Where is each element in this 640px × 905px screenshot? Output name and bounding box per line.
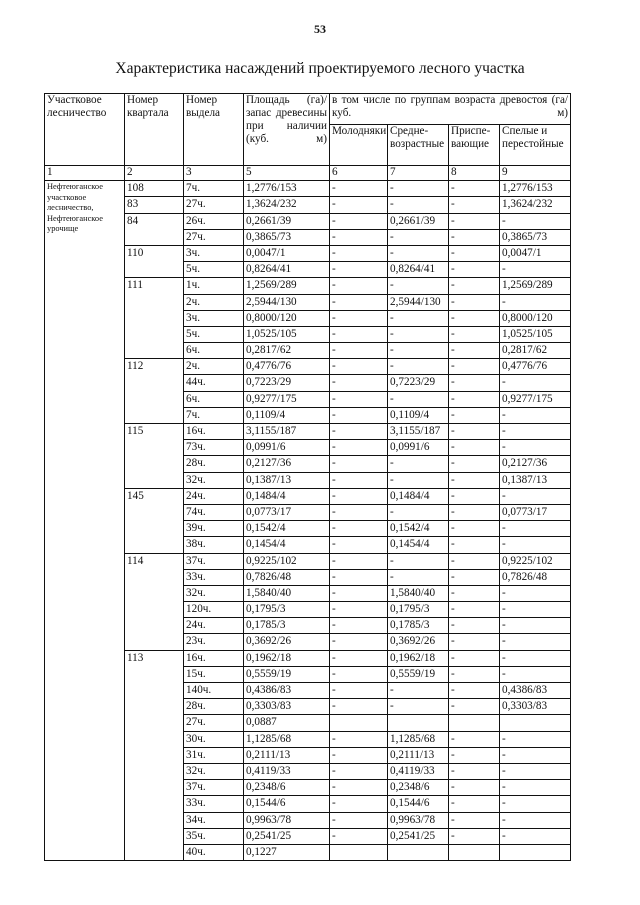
middle-aged-stands: 0,1484/4: [388, 488, 449, 504]
young-stands: -: [330, 488, 388, 504]
maturing-stands: -: [449, 585, 500, 601]
middle-aged-stands: -: [388, 278, 449, 294]
plot-number: 120ч.: [184, 602, 244, 618]
column-number: 8: [449, 166, 500, 181]
middle-aged-stands: [388, 844, 449, 860]
young-stands: -: [330, 213, 388, 229]
area-stock: 0,0887: [244, 715, 330, 731]
mature-stands: -: [500, 828, 571, 844]
plot-number: 24ч.: [184, 618, 244, 634]
area-stock: 0,2817/62: [244, 343, 330, 359]
young-stands: -: [330, 294, 388, 310]
mature-stands: -: [500, 812, 571, 828]
area-stock: 0,9963/78: [244, 812, 330, 828]
middle-aged-stands: 0,5559/19: [388, 666, 449, 682]
middle-aged-stands: -: [388, 699, 449, 715]
young-stands: -: [330, 699, 388, 715]
header-mature: Спелые и перестойные: [500, 125, 571, 166]
middle-aged-stands: 0,1962/18: [388, 650, 449, 666]
middle-aged-stands: 0,1454/4: [388, 537, 449, 553]
young-stands: -: [330, 472, 388, 488]
maturing-stands: -: [449, 424, 500, 440]
young-stands: -: [330, 326, 388, 342]
young-stands: -: [330, 585, 388, 601]
area-stock: 0,2348/6: [244, 780, 330, 796]
maturing-stands: -: [449, 569, 500, 585]
plot-number: 24ч.: [184, 488, 244, 504]
young-stands: -: [330, 650, 388, 666]
mature-stands: -: [500, 796, 571, 812]
maturing-stands: -: [449, 310, 500, 326]
plot-number: 5ч.: [184, 262, 244, 278]
quarter-number: 110: [125, 245, 184, 277]
area-stock: 0,4776/76: [244, 359, 330, 375]
mature-stands: 0,9225/102: [500, 553, 571, 569]
area-stock: 0,0047/1: [244, 245, 330, 261]
column-number-row: [45, 166, 571, 181]
mature-stands: 0,2127/36: [500, 456, 571, 472]
young-stands: -: [330, 391, 388, 407]
area-stock: 0,3865/73: [244, 229, 330, 245]
area-stock: 3,1155/187: [244, 424, 330, 440]
mature-stands: -: [500, 440, 571, 456]
maturing-stands: -: [449, 731, 500, 747]
plot-number: 7ч.: [184, 181, 244, 197]
quarter-number: 83: [125, 197, 184, 213]
area-stock: 0,1109/4: [244, 407, 330, 423]
maturing-stands: -: [449, 245, 500, 261]
quarter-number: 114: [125, 553, 184, 650]
area-stock: 0,8264/41: [244, 262, 330, 278]
maturing-stands: -: [449, 683, 500, 699]
area-stock: 0,7826/48: [244, 569, 330, 585]
mature-stands: 0,0047/1: [500, 245, 571, 261]
middle-aged-stands: 0,3692/26: [388, 634, 449, 650]
mature-stands: -: [500, 424, 571, 440]
mature-stands: -: [500, 488, 571, 504]
plot-number: 39ч.: [184, 521, 244, 537]
area-stock: 0,8000/120: [244, 310, 330, 326]
plot-number: 2ч.: [184, 294, 244, 310]
young-stands: -: [330, 828, 388, 844]
young-stands: -: [330, 262, 388, 278]
mature-stands: -: [500, 780, 571, 796]
page-number: 53: [314, 22, 326, 36]
young-stands: -: [330, 375, 388, 391]
area-stock: 0,3303/83: [244, 699, 330, 715]
middle-aged-stands: -: [388, 326, 449, 342]
maturing-stands: -: [449, 747, 500, 763]
middle-aged-stands: -: [388, 197, 449, 213]
middle-aged-stands: -: [388, 569, 449, 585]
young-stands: -: [330, 343, 388, 359]
quarter-number: 108: [125, 181, 184, 197]
middle-aged-stands: 0,4119/33: [388, 763, 449, 779]
column-number: 5: [244, 166, 330, 181]
mature-stands: 1,3624/232: [500, 197, 571, 213]
area-stock: 2,5944/130: [244, 294, 330, 310]
area-stock: 0,1227: [244, 844, 330, 860]
mature-stands: -: [500, 213, 571, 229]
mature-stands: -: [500, 634, 571, 650]
mature-stands: 0,3303/83: [500, 699, 571, 715]
middle-aged-stands: 0,1785/3: [388, 618, 449, 634]
mature-stands: [500, 844, 571, 860]
plot-number: 3ч.: [184, 245, 244, 261]
mature-stands: -: [500, 262, 571, 278]
young-stands: -: [330, 780, 388, 796]
young-stands: -: [330, 181, 388, 197]
header-row-top: [45, 94, 571, 125]
plot-number: 26ч.: [184, 213, 244, 229]
maturing-stands: -: [449, 213, 500, 229]
maturing-stands: -: [449, 666, 500, 682]
maturing-stands: -: [449, 488, 500, 504]
maturing-stands: -: [449, 699, 500, 715]
area-stock: 0,7223/29: [244, 375, 330, 391]
plot-number: 44ч.: [184, 375, 244, 391]
plot-number: 6ч.: [184, 343, 244, 359]
maturing-stands: -: [449, 634, 500, 650]
plot-number: 32ч.: [184, 472, 244, 488]
young-stands: -: [330, 618, 388, 634]
mature-stands: 1,2776/153: [500, 181, 571, 197]
area-stock: 0,9277/175: [244, 391, 330, 407]
young-stands: -: [330, 537, 388, 553]
header-area: Площадь (га)/запас древесины при наличии (куб. м): [244, 94, 330, 166]
maturing-stands: [449, 844, 500, 860]
maturing-stands: -: [449, 650, 500, 666]
maturing-stands: -: [449, 343, 500, 359]
area-stock: 0,1962/18: [244, 650, 330, 666]
middle-aged-stands: 0,2348/6: [388, 780, 449, 796]
column-number: 7: [388, 166, 449, 181]
mature-stands: -: [500, 602, 571, 618]
area-stock: 0,4386/83: [244, 683, 330, 699]
middle-aged-stands: 2,5944/130: [388, 294, 449, 310]
area-stock: 0,1795/3: [244, 602, 330, 618]
plot-number: 28ч.: [184, 456, 244, 472]
mature-stands: -: [500, 747, 571, 763]
middle-aged-stands: -: [388, 553, 449, 569]
middle-aged-stands: 0,2661/39: [388, 213, 449, 229]
maturing-stands: -: [449, 407, 500, 423]
plot-number: 30ч.: [184, 731, 244, 747]
middle-aged-stands: 3,1155/187: [388, 424, 449, 440]
maturing-stands: -: [449, 602, 500, 618]
maturing-stands: -: [449, 763, 500, 779]
young-stands: [330, 844, 388, 860]
document-title: Характеристика насаждений проектируемого лесного участка: [115, 60, 525, 77]
plot-number: 33ч.: [184, 796, 244, 812]
young-stands: -: [330, 407, 388, 423]
area-stock: 0,1785/3: [244, 618, 330, 634]
middle-aged-stands: 0,9963/78: [388, 812, 449, 828]
mature-stands: 0,0773/17: [500, 504, 571, 520]
quarter-number: 115: [125, 424, 184, 489]
area-stock: 1,0525/105: [244, 326, 330, 342]
young-stands: -: [330, 456, 388, 472]
middle-aged-stands: -: [388, 181, 449, 197]
middle-aged-stands: -: [388, 472, 449, 488]
plot-number: 27ч.: [184, 715, 244, 731]
middle-aged-stands: -: [388, 456, 449, 472]
young-stands: -: [330, 521, 388, 537]
middle-aged-stands: -: [388, 229, 449, 245]
maturing-stands: -: [449, 521, 500, 537]
plot-number: 16ч.: [184, 424, 244, 440]
middle-aged-stands: [388, 715, 449, 731]
area-stock: 1,5840/40: [244, 585, 330, 601]
young-stands: -: [330, 569, 388, 585]
middle-aged-stands: 0,2111/13: [388, 747, 449, 763]
mature-stands: -: [500, 618, 571, 634]
plot-number: 33ч.: [184, 569, 244, 585]
area-stock: 1,2776/153: [244, 181, 330, 197]
middle-aged-stands: 0,0991/6: [388, 440, 449, 456]
young-stands: -: [330, 359, 388, 375]
quarter-number: 84: [125, 213, 184, 245]
middle-aged-stands: 1,5840/40: [388, 585, 449, 601]
table-row: [45, 181, 571, 197]
middle-aged-stands: 1,1285/68: [388, 731, 449, 747]
plot-number: 16ч.: [184, 650, 244, 666]
plot-number: 6ч.: [184, 391, 244, 407]
young-stands: [330, 715, 388, 731]
maturing-stands: -: [449, 229, 500, 245]
mature-stands: 1,0525/105: [500, 326, 571, 342]
column-number: 1: [45, 166, 125, 181]
plot-number: 35ч.: [184, 828, 244, 844]
mature-stands: [500, 715, 571, 731]
plot-number: 74ч.: [184, 504, 244, 520]
mature-stands: -: [500, 521, 571, 537]
mature-stands: 0,4776/76: [500, 359, 571, 375]
maturing-stands: -: [449, 472, 500, 488]
maturing-stands: -: [449, 456, 500, 472]
maturing-stands: -: [449, 828, 500, 844]
area-stock: 0,9225/102: [244, 553, 330, 569]
maturing-stands: -: [449, 537, 500, 553]
mature-stands: -: [500, 650, 571, 666]
middle-aged-stands: -: [388, 504, 449, 520]
plot-number: 32ч.: [184, 585, 244, 601]
area-stock: 1,2569/289: [244, 278, 330, 294]
header-young: Молодняки: [330, 125, 388, 166]
young-stands: -: [330, 504, 388, 520]
middle-aged-stands: -: [388, 683, 449, 699]
middle-aged-stands: -: [388, 391, 449, 407]
young-stands: -: [330, 763, 388, 779]
area-stock: 0,1387/13: [244, 472, 330, 488]
maturing-stands: -: [449, 618, 500, 634]
plot-number: 7ч.: [184, 407, 244, 423]
header-plot: Номер выдела: [184, 94, 244, 166]
mature-stands: -: [500, 585, 571, 601]
plot-number: 2ч.: [184, 359, 244, 375]
plot-number: 31ч.: [184, 747, 244, 763]
maturing-stands: -: [449, 375, 500, 391]
maturing-stands: -: [449, 796, 500, 812]
young-stands: -: [330, 197, 388, 213]
mature-stands: -: [500, 763, 571, 779]
maturing-stands: -: [449, 553, 500, 569]
area-stock: 0,1484/4: [244, 488, 330, 504]
plot-number: 40ч.: [184, 844, 244, 860]
mature-stands: -: [500, 666, 571, 682]
area-stock: 0,1542/4: [244, 521, 330, 537]
plot-number: 140ч.: [184, 683, 244, 699]
mature-stands: -: [500, 731, 571, 747]
column-number: 6: [330, 166, 388, 181]
column-number: 3: [184, 166, 244, 181]
area-stock: 0,2541/25: [244, 828, 330, 844]
forestry-name: Нефтеюганское участковое лесничество, Нефтеюганское урочище: [45, 181, 125, 861]
young-stands: -: [330, 602, 388, 618]
mature-stands: 0,8000/120: [500, 310, 571, 326]
quarter-number: 111: [125, 278, 184, 359]
maturing-stands: -: [449, 181, 500, 197]
middle-aged-stands: 0,1795/3: [388, 602, 449, 618]
middle-aged-stands: -: [388, 310, 449, 326]
maturing-stands: -: [449, 278, 500, 294]
maturing-stands: -: [449, 504, 500, 520]
maturing-stands: -: [449, 326, 500, 342]
maturing-stands: -: [449, 294, 500, 310]
header-forestry: Участковое лесничество: [45, 94, 125, 166]
plot-number: 27ч.: [184, 229, 244, 245]
middle-aged-stands: 0,8264/41: [388, 262, 449, 278]
quarter-number: 113: [125, 650, 184, 860]
mature-stands: 0,3865/73: [500, 229, 571, 245]
quarter-number: 145: [125, 488, 184, 553]
plot-number: 73ч.: [184, 440, 244, 456]
plot-number: 15ч.: [184, 666, 244, 682]
header-quarter: Номер квартала: [125, 94, 184, 166]
mature-stands: -: [500, 537, 571, 553]
plot-number: 28ч.: [184, 699, 244, 715]
plot-number: 3ч.: [184, 310, 244, 326]
mature-stands: 0,2817/62: [500, 343, 571, 359]
area-stock: 0,1544/6: [244, 796, 330, 812]
quarter-number: 112: [125, 359, 184, 424]
young-stands: -: [330, 229, 388, 245]
young-stands: -: [330, 424, 388, 440]
middle-aged-stands: 0,1544/6: [388, 796, 449, 812]
area-stock: 0,5559/19: [244, 666, 330, 682]
middle-aged-stands: 0,1109/4: [388, 407, 449, 423]
column-number: 2: [125, 166, 184, 181]
maturing-stands: -: [449, 812, 500, 828]
maturing-stands: -: [449, 359, 500, 375]
plot-number: 1ч.: [184, 278, 244, 294]
area-stock: 0,4119/33: [244, 763, 330, 779]
mature-stands: 0,9277/175: [500, 391, 571, 407]
young-stands: -: [330, 634, 388, 650]
stand-characteristics-table: [44, 93, 571, 861]
area-stock: 0,1454/4: [244, 537, 330, 553]
plot-number: 5ч.: [184, 326, 244, 342]
header-age-groups: в том числе по группам возраста древостоя (га/куб. м): [330, 94, 571, 125]
plot-number: 32ч.: [184, 763, 244, 779]
young-stands: -: [330, 796, 388, 812]
young-stands: -: [330, 666, 388, 682]
middle-aged-stands: -: [388, 245, 449, 261]
maturing-stands: [449, 715, 500, 731]
header-maturing: Приспе-вающие: [449, 125, 500, 166]
plot-number: 37ч.: [184, 780, 244, 796]
young-stands: -: [330, 747, 388, 763]
area-stock: 1,1285/68: [244, 731, 330, 747]
column-number: 9: [500, 166, 571, 181]
mature-stands: -: [500, 294, 571, 310]
area-stock: 0,2111/13: [244, 747, 330, 763]
plot-number: 37ч.: [184, 553, 244, 569]
mature-stands: 0,4386/83: [500, 683, 571, 699]
middle-aged-stands: -: [388, 359, 449, 375]
mature-stands: 1,2569/289: [500, 278, 571, 294]
area-stock: 0,2127/36: [244, 456, 330, 472]
young-stands: -: [330, 731, 388, 747]
mature-stands: -: [500, 375, 571, 391]
plot-number: 23ч.: [184, 634, 244, 650]
maturing-stands: -: [449, 262, 500, 278]
young-stands: -: [330, 683, 388, 699]
maturing-stands: -: [449, 391, 500, 407]
plot-number: 34ч.: [184, 812, 244, 828]
area-stock: 0,3692/26: [244, 634, 330, 650]
plot-number: 38ч.: [184, 537, 244, 553]
middle-aged-stands: 0,7223/29: [388, 375, 449, 391]
young-stands: -: [330, 310, 388, 326]
young-stands: -: [330, 553, 388, 569]
area-stock: 0,0773/17: [244, 504, 330, 520]
header-middle-aged: Средне-возрастные: [388, 125, 449, 166]
mature-stands: -: [500, 407, 571, 423]
maturing-stands: -: [449, 197, 500, 213]
young-stands: -: [330, 440, 388, 456]
young-stands: -: [330, 245, 388, 261]
area-stock: 0,2661/39: [244, 213, 330, 229]
young-stands: -: [330, 278, 388, 294]
mature-stands: 0,1387/13: [500, 472, 571, 488]
area-stock: 1,3624/232: [244, 197, 330, 213]
maturing-stands: -: [449, 440, 500, 456]
plot-number: 27ч.: [184, 197, 244, 213]
area-stock: 0,0991/6: [244, 440, 330, 456]
middle-aged-stands: 0,1542/4: [388, 521, 449, 537]
mature-stands: 0,7826/48: [500, 569, 571, 585]
middle-aged-stands: -: [388, 343, 449, 359]
middle-aged-stands: 0,2541/25: [388, 828, 449, 844]
maturing-stands: -: [449, 780, 500, 796]
young-stands: -: [330, 812, 388, 828]
